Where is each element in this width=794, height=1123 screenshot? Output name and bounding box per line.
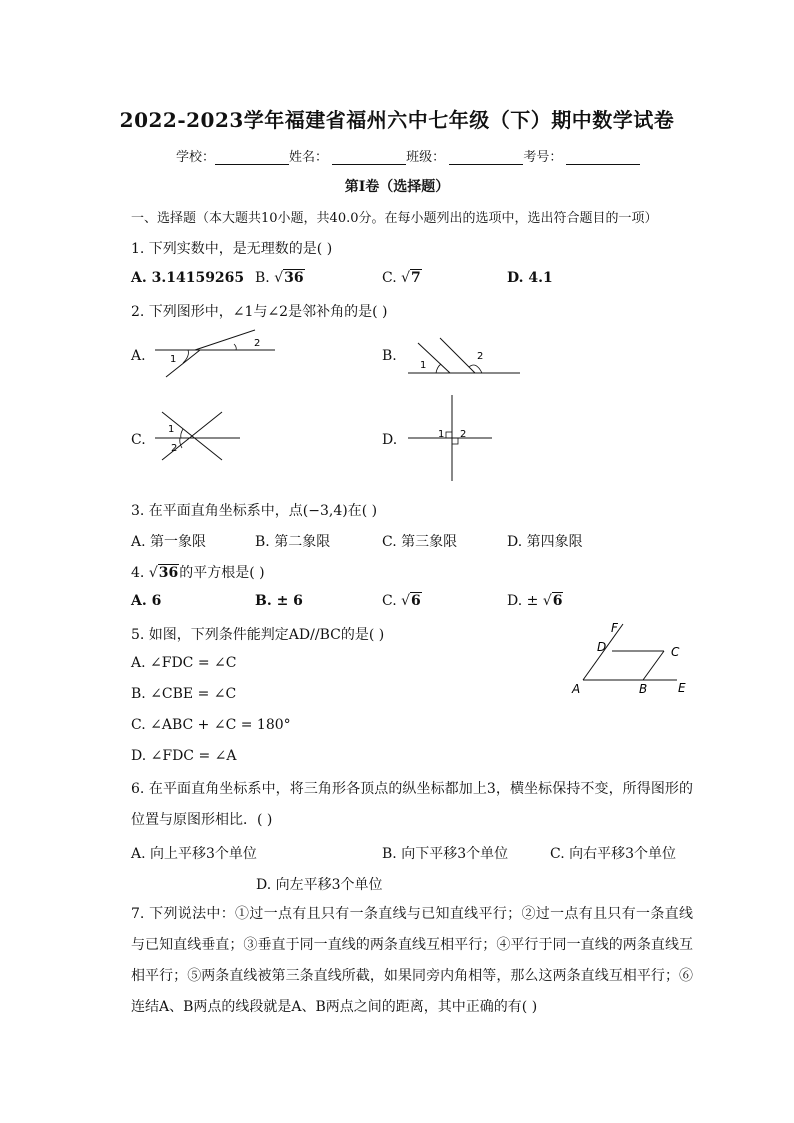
student-info <box>176 146 640 165</box>
school-blank[interactable] <box>215 150 289 165</box>
q2-c-label-2: 2 <box>171 443 178 454</box>
q5-label-a: A <box>572 682 581 696</box>
q5-label-d: D <box>597 640 607 654</box>
q2-option-d: D. <box>382 432 398 448</box>
q2-b-label-1: 1 <box>420 360 427 371</box>
q5-parallelogram-figure <box>565 622 700 700</box>
q2-d-label-2: 2 <box>460 429 467 440</box>
q6-option-a: A. 向上平移3个单位 <box>131 846 257 862</box>
q4-d-radicand: 6 <box>552 593 563 609</box>
part-heading: 一、选择题（本大题共10小题，共40.0分。在每小题列出的选项中，选出符合题目的一项） <box>131 211 658 226</box>
name-blank[interactable] <box>332 150 406 165</box>
q3-option-a: A. 第一象限 <box>131 534 207 550</box>
q3-option-c: C. 第三象限 <box>382 534 458 550</box>
q1-option-c: C. √7 <box>382 270 421 286</box>
q1-option-a: A. 3.14159265 <box>131 270 245 286</box>
q4-c-radicand: 6 <box>411 593 421 609</box>
q2-option-b: B. <box>382 348 397 364</box>
q6-option-b: B. 向下平移3个单位 <box>382 846 509 862</box>
q2-a-label-1: 1 <box>170 354 177 365</box>
q5-option-a: A. ∠FDC = ∠C <box>131 655 237 671</box>
q2-figure-a <box>150 330 280 385</box>
q3-option-d: D. 第四象限 <box>507 534 583 550</box>
q1-option-b: B. √36 <box>255 270 304 286</box>
q7-stem: 7. 下列说法中：①过一点有且只有一条直线与已知直线平行；②过一点有且只有一条直线与已知直线垂直；③垂直于同一直线的两条直线互相平行；④平行于同一直线的两条直线互相平行；⑤两条直线被第三条直线所截，如果同旁内角相等，那么这两条直线互相平行；⑥连结A、B两点的线段就是A、B两点之间的距离，其中正确的有( ) <box>131 906 693 1015</box>
q6-option-d: D. 向左平移3个单位 <box>256 877 383 893</box>
q3-option-b: B. 第二象限 <box>255 534 331 550</box>
q4-option-d: D. ± √6 <box>507 593 563 609</box>
exam-no-label: 考号： <box>523 150 563 165</box>
q2-b-label-2: 2 <box>477 351 484 362</box>
exam-no-blank[interactable] <box>566 150 640 165</box>
school-label: 学校： <box>176 150 216 165</box>
q1-c-radicand: 7 <box>411 270 421 286</box>
q3-stem: 3. 在平面直角坐标系中，点(−3,4)在( ) <box>131 503 378 519</box>
q4-option-a: A. 6 <box>131 593 162 609</box>
q6-stem: 6. 在平面直角坐标系中，将三角形各顶点的纵坐标都加上3，横坐标保持不变，所得图形的位置与原图形相比．( ) <box>131 781 693 828</box>
q2-a-label-2: 2 <box>254 338 261 349</box>
q1-stem: 1. 下列实数中，是无理数的是( ) <box>131 241 333 257</box>
q5-label-f: F <box>611 621 618 635</box>
q2-figure-c <box>150 408 245 463</box>
q5-label-c: C <box>671 645 680 659</box>
q4-option-c: C. √6 <box>382 593 421 609</box>
q2-option-a: A. <box>131 348 146 364</box>
q5-option-b: B. ∠CBE = ∠C <box>131 686 237 702</box>
q5-option-d: D. ∠FDC = ∠A <box>131 748 237 764</box>
q2-stem: 2. 下列图形中，∠1与∠2是邻补角的是( ) <box>131 304 388 320</box>
q2-c-label-1: 1 <box>168 424 175 435</box>
q1-b-radicand: 36 <box>284 270 304 286</box>
q1-option-d: D. 4.1 <box>507 270 553 286</box>
q2-figure-b <box>400 335 525 380</box>
class-blank[interactable] <box>449 150 523 165</box>
name-label: 姓名： <box>289 150 329 165</box>
q5-option-c: C. ∠ABC + ∠C = 180° <box>131 717 291 733</box>
q4-stem-radicand: 36 <box>158 565 179 581</box>
q2-option-c: C. <box>131 432 146 448</box>
q2-figure-d <box>405 393 495 483</box>
q4-option-b: B. ± 6 <box>255 593 303 609</box>
q5-label-b: B <box>639 682 648 696</box>
page-title: 2022-2023学年福建省福州六中七年级（下）期中数学试卷 <box>119 108 675 132</box>
q5-label-e: E <box>678 681 686 695</box>
q5-stem: 5. 如图，下列条件能判定AD//BC的是( ) <box>131 627 385 643</box>
section-heading: 第Ⅰ卷（选择题） <box>344 179 450 195</box>
q2-d-label-1: 1 <box>438 429 445 440</box>
class-label: 班级： <box>406 150 446 165</box>
q4-stem: 4. √36的平方根是( ) <box>131 565 265 581</box>
q6-option-c: C. 向右平移3个单位 <box>550 846 677 862</box>
